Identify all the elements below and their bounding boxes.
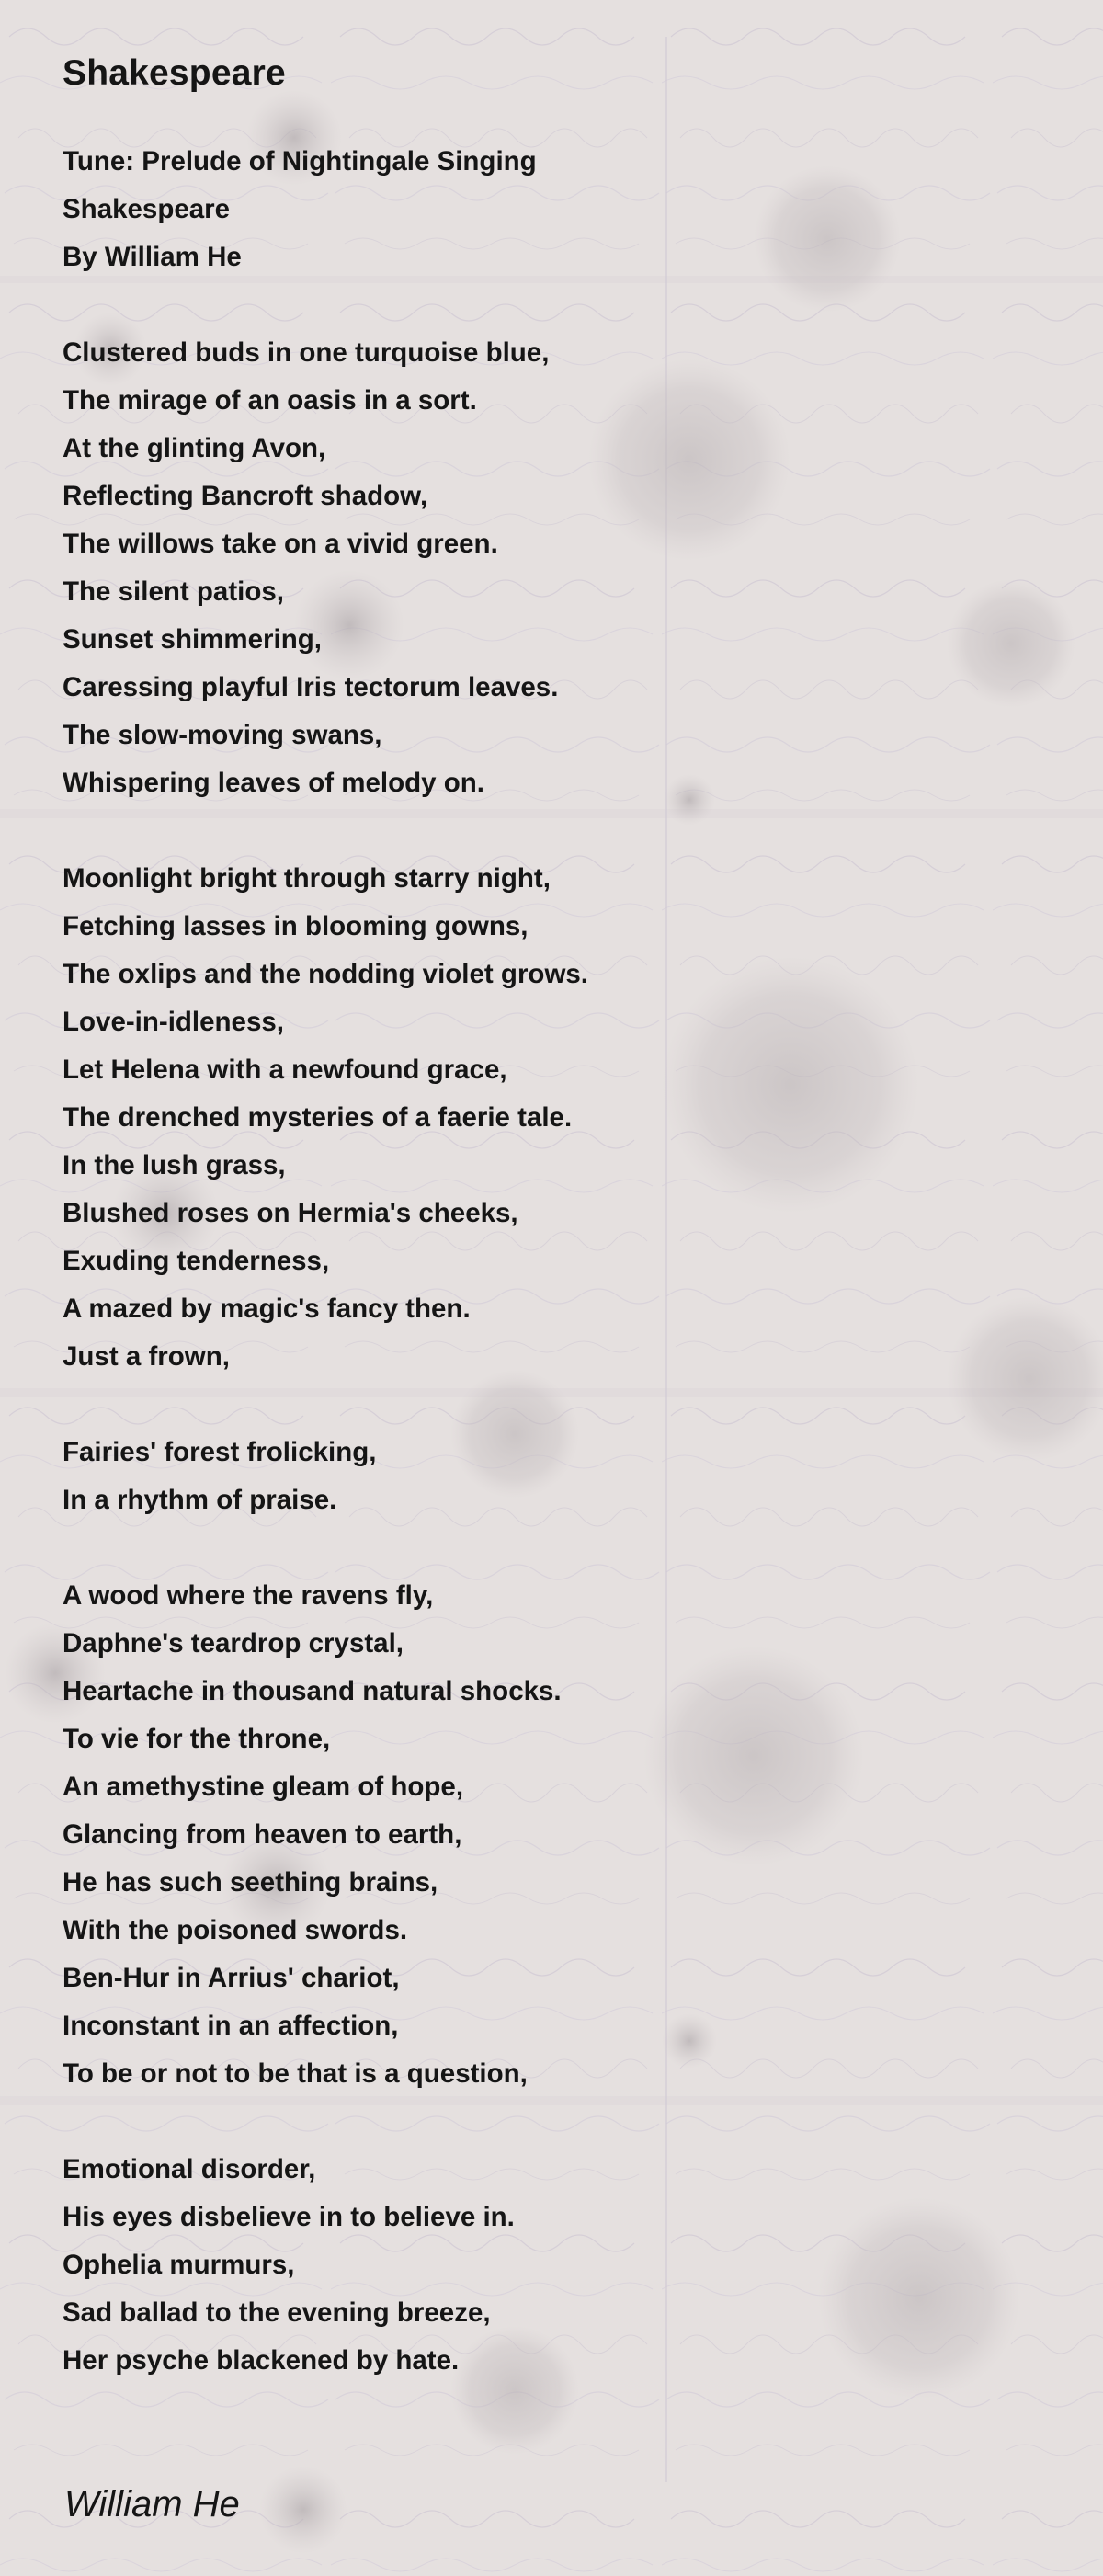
poem-line: Emotional disorder, bbox=[63, 2154, 316, 2184]
poem-line: Whispering leaves of melody on. bbox=[63, 768, 484, 798]
poem-line: Sad ballad to the evening breeze, bbox=[63, 2297, 491, 2328]
poem-line: The silent patios, bbox=[63, 576, 284, 607]
poem-line: He has such seething brains, bbox=[63, 1867, 438, 1898]
stanza-break bbox=[63, 281, 993, 329]
poem-line: To vie for the throne, bbox=[63, 1724, 331, 1754]
author-signature: William He bbox=[64, 2484, 240, 2525]
poem-line: His eyes disbelieve in to believe in. bbox=[63, 2202, 515, 2232]
poem-line: An amethystine gleam of hope, bbox=[63, 1772, 464, 1802]
poem-line: Reflecting Bancroft shadow, bbox=[63, 481, 428, 511]
poem-line: The willows take on a vivid green. bbox=[63, 529, 498, 559]
poem-line: Blushed roses on Hermia's cheeks, bbox=[63, 1198, 518, 1228]
poem-line: Just a frown, bbox=[63, 1341, 230, 1372]
poem-line: Her psyche blackened by hate. bbox=[63, 2345, 460, 2376]
stanza-break bbox=[63, 1524, 993, 1572]
poem-line: At the glinting Avon, bbox=[63, 433, 326, 463]
poem-line: Clustered buds in one turquoise blue, bbox=[63, 337, 550, 368]
poem-line: The slow-moving swans, bbox=[63, 720, 382, 750]
poem-line: Fetching lasses in blooming gowns, bbox=[63, 911, 529, 941]
poem-line: The oxlips and the nodding violet grows. bbox=[63, 959, 588, 989]
poem-line: Let Helena with a newfound grace, bbox=[63, 1054, 507, 1085]
poem-line: To be or not to be that is a question, bbox=[63, 2058, 528, 2089]
poem-line: Exuding tenderness, bbox=[63, 1246, 330, 1276]
stanza-break bbox=[63, 807, 993, 855]
poem-line: Glancing from heaven to earth, bbox=[63, 1819, 462, 1850]
poem-line: Heartache in thousand natural shocks. bbox=[63, 1676, 562, 1706]
poem-line: Daphne's teardrop crystal, bbox=[63, 1628, 404, 1658]
poem-line: Love-in-idleness, bbox=[63, 1007, 284, 1037]
poem-line: Caressing playful Iris tectorum leaves. bbox=[63, 672, 559, 702]
poem-line: Tune: Prelude of Nightingale Singing bbox=[63, 146, 537, 177]
poem-line: Inconstant in an affection, bbox=[63, 2011, 399, 2041]
poem-title: Shakespeare bbox=[63, 53, 286, 93]
poem-body bbox=[63, 138, 993, 2385]
poem-line: In the lush grass, bbox=[63, 1150, 286, 1180]
poem-line: By William He bbox=[63, 242, 242, 272]
poem-line: Fairies' forest frolicking, bbox=[63, 1437, 377, 1467]
poem-line: The drenched mysteries of a faerie tale. bbox=[63, 1102, 573, 1133]
poem-line: The mirage of an oasis in a sort. bbox=[63, 385, 477, 416]
poem-line: Sunset shimmering, bbox=[63, 624, 322, 655]
stanza-break bbox=[63, 2098, 993, 2146]
poem-line: In a rhythm of praise. bbox=[63, 1485, 337, 1515]
poem-line: A mazed by magic's fancy then. bbox=[63, 1294, 471, 1324]
stanza-break bbox=[63, 1381, 993, 1429]
poem-line: Ben-Hur in Arrius' chariot, bbox=[63, 1963, 400, 1993]
poem-line: With the poisoned swords. bbox=[63, 1915, 408, 1945]
poem-line: A wood where the ravens fly, bbox=[63, 1580, 434, 1611]
poem-line: Shakespeare bbox=[63, 194, 231, 224]
poem-line: Moonlight bright through starry night, bbox=[63, 863, 551, 894]
poem-line: Ophelia murmurs, bbox=[63, 2250, 295, 2280]
